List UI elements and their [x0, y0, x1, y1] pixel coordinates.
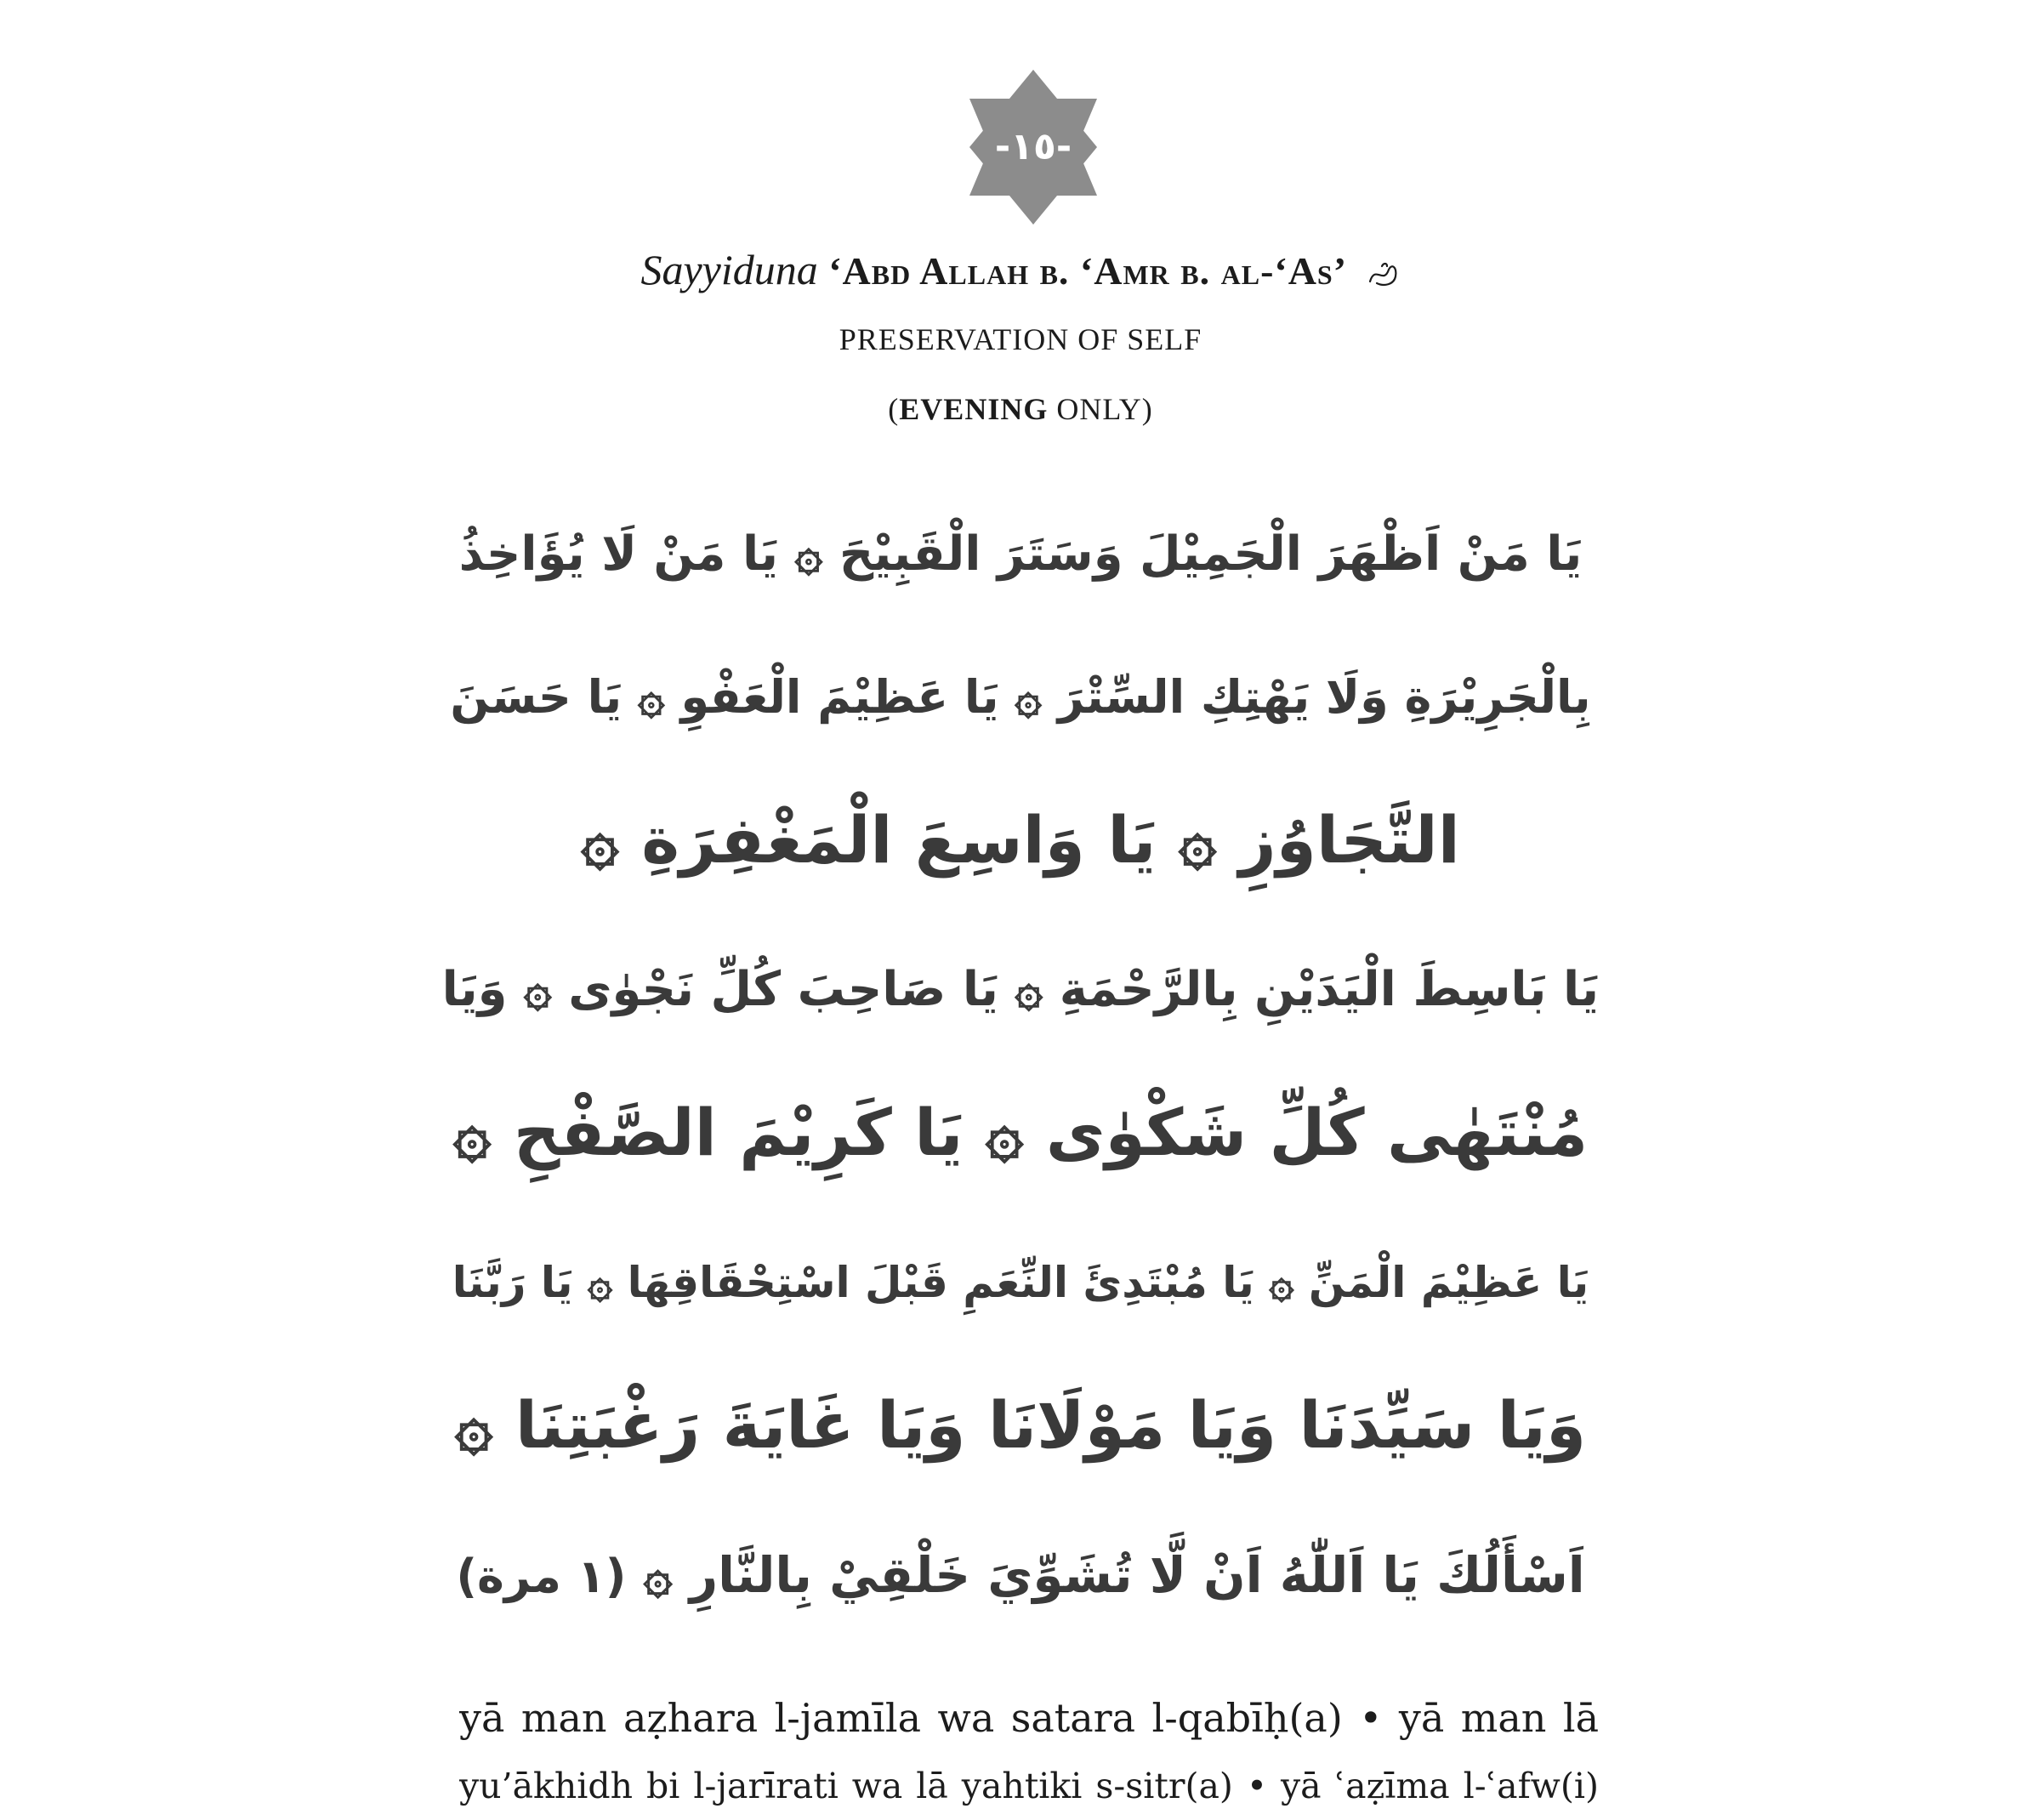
arabic-line: بِالْجَرِيْرَةِ وَلَا يَهْتِكِ السِّتْرَ ۞ يَا عَظِيْمَ الْعَفْوِ ۞ يَا حَسَنَ: [450, 670, 1591, 724]
note-rest: ONLY): [1048, 392, 1153, 426]
section-subtitle: PRESERVATION OF SELF: [839, 322, 1202, 356]
note-open: (: [888, 392, 900, 426]
arabic-line-final: [442, 1504, 1599, 1647]
transliteration: [459, 1684, 1599, 1820]
arabic-line: يَا عَظِيْمَ الْمَنِّ ۞ يَا مُبْتَدِئَ النِّعَمِ قَبْلَ اسْتِحْقَاقِهَا ۞ يَا رَبَّنَا: [452, 1258, 1589, 1307]
arabic-line: مُنْتَهٰى كُلِّ شَكْوٰى ۞ يَا كَرِيْمَ الصَّفْحِ ۞: [452, 1095, 1589, 1170]
transliteration-line: yu’ākhidh bi l-jarīrati wa lā yahtiki s-sitr(a) • yā ʿaẓīma l-ʿafw(i): [459, 1766, 1599, 1806]
section-number: -١٥-: [994, 125, 1072, 168]
note-evening: EVENING: [899, 392, 1049, 426]
honorific-seal-icon: [1367, 259, 1401, 289]
section-number-badge: [969, 70, 1097, 225]
arabic-line: يَا بَاسِطَ الْيَدَيْنِ بِالرَّحْمَةِ ۞ يَا صَاحِبَ كُلِّ نَجْوٰى ۞ وَيَا: [442, 962, 1599, 1017]
repetition-count: (١ مرة): [456, 1550, 627, 1603]
transliteration-line: yā man aẓhara l-jamīla wa satara l-qabīḥ(a) • yā man lā: [459, 1695, 1599, 1741]
time-note: [0, 388, 2041, 430]
arabic-line: وَيَا سَيِّدَنَا وَيَا مَوْلَانَا وَيَا غَايَةَ رَغْبَتِنَا ۞: [454, 1387, 1587, 1463]
arabic-line: التَّجَاوُزِ ۞ يَا وَاسِعَ الْمَغْفِرَةِ ۞: [581, 802, 1460, 878]
arabic-supplication: [442, 483, 1599, 1647]
arabic-line: يَا مَنْ اَظْهَرَ الْجَمِيْلَ وَسَتَرَ الْقَبِيْحَ ۞ يَا مَنْ لَا يُؤَاخِذُ: [458, 526, 1583, 582]
section-title: [0, 240, 2041, 299]
title-name: ‘Abd Allah b. ‘Amr b. al-‘As’: [828, 249, 1348, 293]
arabic-final-text: اَسْأَلُكَ يَا اَللّٰهُ اَنْ لَّا تُشَوِّيَ خَلْقِيْ بِالنَّارِ ۞: [643, 1546, 1585, 1604]
title-honorific: Sayyiduna: [640, 246, 818, 293]
